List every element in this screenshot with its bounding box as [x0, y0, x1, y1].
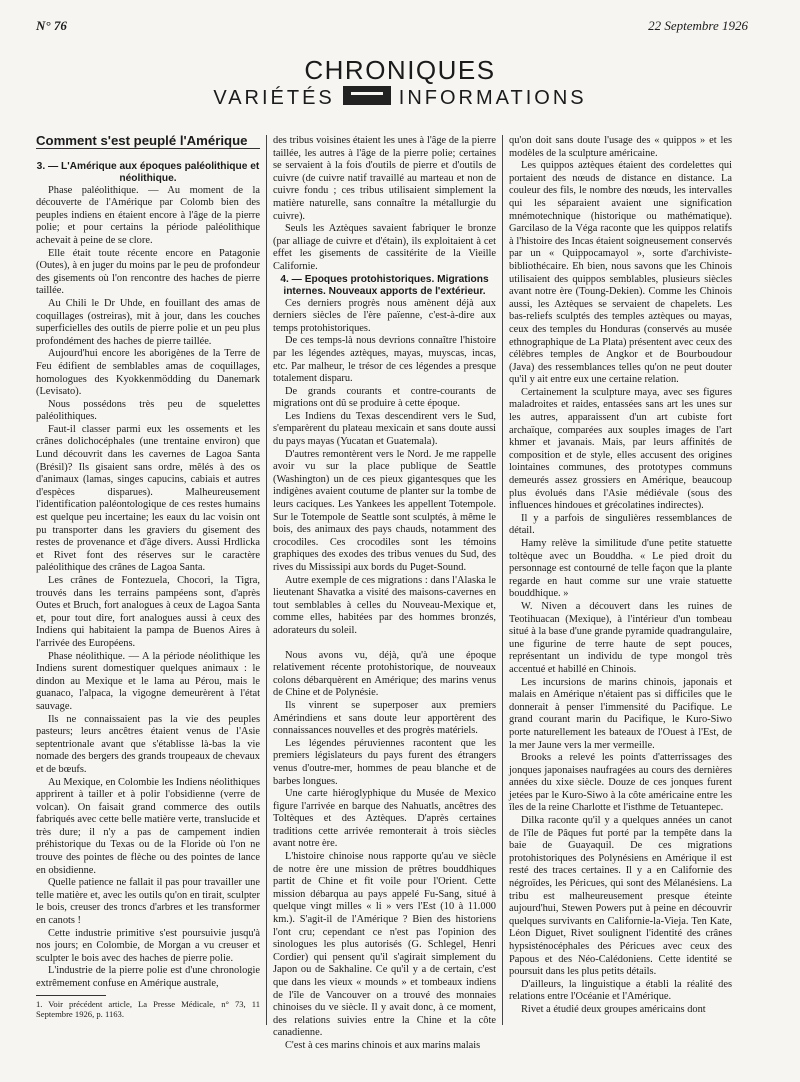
paragraph: Elle était toute récente encore en Patagonie (Outes), à en juger du moins par le peu de profondeur des gisements où l'on rencontre des haches de pierre taillée. [36, 247, 260, 297]
paragraph: Les légendes péruviennes racontent que les premiers législateurs du pays furent des étrangers venus d'outre-mer, hommes de peau blanche et de barbes longues. [273, 737, 496, 787]
paragraph: Aujourd'hui encore les aborigènes de la Terre de Feu édifient de semblables amas de coquillages, homologues des Kyokkenmödding du Danemark (Levisato). [36, 348, 260, 398]
paragraph: Les incursions de marins chinois, japonais et malais en Amérique n'étaient pas si difficiles que le donnerait à penser l'immensité du Pacifique. Le grand courant marin du Pacifique, le Kuro-Siwo porte naturellement les bateaux de l'Ouest à l'Est, de la mer Jaune vers la mer vermeille. [509, 676, 732, 751]
paragraph: Ils vinrent se superposer aux premiers Amérindiens et sans doute leur apportèrent des connaissances nouvelles et des progrès matériels. [273, 699, 496, 737]
footnote-rule [36, 995, 106, 996]
article-title: Comment s'est peuplé l'Amérique [36, 133, 248, 148]
paragraph: W. Niven a découvert dans les ruines de Teotihuacan (Mexique), à l'intérieur d'un tombeau situé à la base d'une grande pyramide quadrangulaire, une figurine de terre haute de sept pouces, représentant un individu de type mongol très accentué et habillé en Chinois. [509, 600, 732, 675]
paragraph: Quelle patience ne fallait il pas pour travailler une telle matière et, avec les outils qu'on en tirait, sculpter le bois, creuser des troncs d'arbres et les transformer en canots ! [36, 877, 260, 927]
issue-date: 22 Septembre 1926 [648, 18, 748, 33]
paragraph: Autre exemple de ces migrations : dans l'Alaska le lieutenant Shavatka a visité des maisons-cavernes en tout semblables à celles du Nouveau-Mexique et, comme elles, habitées par des hommes bronzés, adorateurs du soleil. [273, 574, 496, 636]
paragraph: Nous avons vu, déjà, qu'à une époque relativement récente protohistorique, de nouveaux colons débarquèrent en Amérique; des marins venus de Chine et de Polynésie. [273, 649, 496, 699]
column-2 [266, 135, 502, 1051]
masthead-subtitle [0, 86, 800, 110]
masthead [0, 56, 800, 110]
masthead-varietes: VARIÉTÉS [213, 87, 335, 109]
paragraph: Seuls les Aztèques savaient fabriquer le bronze (par alliage de cuivre et d'étain), ils exploitaient à cet effet les gisements de cassitérite de la Vieille Californie. [273, 223, 496, 272]
paragraph: Les quippos aztèques étaient des cordelettes qui portaient des nœuds de distance en distance. La couleur des fils, le nombre des nœuds, les intervalles qui les séparaient avaient une signification mnémotechnique (historique ou mathématique). Garcilaso de la Véga raconte que les quippos relatifs à l'histoire des Incas étaient soigneusement conservés par un « Quippocamayol », sorte d'archiviste-bibliothécaire. Eh bien, nous savons que les Chinois utilisaient des quippos semblables, plusieurs siècles avant notre ère (Toung-Dekien). Comme les Chinois aussi, les Aztèques se servaient de chapelets. Les bas-reliefs sculptés des temples aztèques ou mayas, ceux des temples du Honduras (conservés au musée ethnographique de La Plata) présentent avec ceux des célèbres temples de Angkor et de Bourboudour (Java) des ressemblances telles qu'on ne peut douter qu'il y ait entre eux une certaine relation. [509, 160, 733, 386]
paragraph: des tribus voisines étaient les unes à l'âge de la pierre taillée, les autres à l'âge de la pierre polie; certaines se servaient à la fois d'outils de pierre et d'outils de cuivre (de cuivre natif travaillé au marteau et non de cuivre fondu ; ces tribus utilisaient simplement la matière naturelle, sans connaître la métallurgie du cuivre). [273, 135, 496, 222]
column-1 [30, 135, 266, 1025]
masthead-informations: INFORMATIONS [398, 87, 587, 109]
paragraph: Les Indiens du Texas descendirent vers le Sud, s'emparèrent du plateau mexicain et sans doute aussi du pays mayas (Yucatan et Guatemala). [273, 410, 496, 448]
paragraph: L'industrie de la pierre polie est d'une chronologie extrêmement confuse en Amérique australe, [36, 965, 260, 989]
column-3 [502, 135, 738, 1025]
paragraph: D'autres remontèrent vers le Nord. Je me rappelle avoir vu sur la place publique de Seattle (Washington) un de ces pieux gigantesques que les indigènes avaient coutume de planter sur la tombe de leurs caciques. Les Yankees les appellent Totempole. Sur le Totempole de Seattle sont sculptés, à même le bois, des animaux des pays chauds, notamment des crocodiles. Ces crocodiles sont les témoins graphiques des exodes des tribus venues du Sud, des rives du Mississipi aux bords du Puget-Sound. [273, 448, 496, 573]
paragraph: Rivet a étudié deux groupes américains dont [521, 1003, 706, 1015]
paragraph: Au Mexique, en Colombie les Indiens néolithiques apprirent à tailler et à polir l'obsidienne (verre de volcan). On faisait grand commerce des outils fabriqués avec cette belle matière verte, translucide et très dure; il n'y a pas de campement indien préhistorique du Texas ou de la Floride où l'on ne trouve des pointes de flèche ou des pointes de lance en obsidienne. [36, 776, 260, 876]
section-heading-3: 3. — L'Amérique aux époques paléolithique et néolithique. [36, 160, 260, 184]
masthead-title: CHRONIQUES [304, 55, 496, 85]
paragraph: L'histoire chinoise nous rapporte qu'au ve siècle de notre ère une mission de prêtres bouddhiques partit de Chine et fit voile pour l'Orient. Cette mission débarqua au pays appelé Fu-Sang, situé à quelque vingt milles « li » vers l'Est (10 à 11.000 km.). S'agit-il de l'Amérique ? Bien des historiens l'ont cru; cependant ce n'est pas l'opinion des sinologues les plus autorisés (G. Schlegel, Henri Cordier) qui pensent qu'il s'agirait simplement du Japon ou de Sakhaline. Ce qu'il y a de certain, c'est que dans les vieux « mounds » et tombeaux indiens de l'île de Vancouver on a trouvé des monnaies chinoises du ve siècle. Il y avait donc, à ce moment, des relations suivies entre la Chine et la côte canadienne. [273, 851, 496, 1039]
paragraph: Hamy relève la similitude d'une petite statuette toltèque avec un Bouddha. « Le pied droit du personnage est contourné de telle façon que la plante regarde en haut comme sur une vraie statuette bouddhique. » [509, 538, 732, 600]
paragraph: Ils ne connaissaient pas la vie des peuples pasteurs; leurs ancêtres étaient venus de l'Asie septentrionale avant que s'établisse là-bas la vie nomade des bergers des grands troupeaux de chevaux et de bœufs. [36, 713, 260, 775]
paragraph: Au Chili le Dr Uhde, en fouillant des amas de coquillages (ostreiras), mit à jour, dans les couches superficielles des outils de pierre polie et un peu plus profondément des haches de pierre taillée. [36, 297, 260, 347]
paragraph: C'est à ces marins chinois et aux marins malais [285, 1039, 481, 1051]
paragraph: Une carte hiéroglyphique du Musée de Mexico figure l'arrivée en barque des Nahuatls, ancêtres des Toltèques et des Aztèques. D'après certaines traditions cette arrivée remonterait à trois siècles avant notre ère. [273, 788, 496, 850]
article-columns [30, 133, 782, 1051]
paragraph: Il y a parfois de singulières ressemblances de détail. [509, 512, 732, 537]
paragraph: Phase paléolithique. — Au moment de la découverte de l'Amérique par Colomb bien des peuples indiens en étaient encore à l'âge de la pierre polie; et pour certains la période paléolithique achevait à peine de se clore. [36, 184, 260, 246]
paragraph: De ces temps-là nous devrions connaître l'histoire par les légendes aztèques, mayas, muyscas, incas, etc. Par malheur, le trésor de ces légendes a presque totalement disparu. [273, 335, 496, 385]
paragraph: Nous possédons très peu de squelettes paléolithiques. [36, 398, 260, 423]
ornament-icon [343, 86, 391, 105]
paragraph: Dilka raconte qu'il y a quelques années un canot de l'île de Pâques fut porté par la tempête dans la baie de Guayaquil. De ces migrations protohistoriques des Polynésiens en Amérique il est resté des traces certaines. Il y a en Californie des négroïdes, les Péricues, qui sont des Mélanésiens. La tribu est malheureusement presque éteinte aujourd'hui, Stewen Powers put à peine en découvrir quelques survivants en Californie-la-Vieja. Ten Kate, Léon Diguet, Rivet soulignent l'identité des crânes hypsisténocéphales des Péricues avec ceux des Papous et des Néo-Calédoniens. Cette identité se poursuit dans les plus petits détails. [509, 815, 732, 978]
paragraph: Les crânes de Fontezuela, Chocori, la Tigra, trouvés dans les terrains pampéens sont, d'après Outes et Bruch, fort analogues à ceux de Lagoa Santa et, pour tout dire, fort analogues aussi à ceux des Indiens qui habitaient la pampa de Buenos Aires à l'arrivée des Européens. [36, 575, 260, 649]
paragraph: Ces derniers progrès nous amènent déjà aux derniers siècles de l'ère païenne, c'est-à-dire aux temps protohistoriques. [273, 297, 496, 334]
paragraph: Faut-il classer parmi eux les ossements et les crânes dolichocéphales (une trentaine environ) que Lund découvrit dans les cavernes de Lagoa Santa (Brésil)? Ils gisaient sans ordre, mêlés à des os d'animaux (lamas, singes capucins, cabiais et autres d'espèces disparues). Malheureusement l'identification paléontologique de ces restes humains est quelque peu incertaine; les eaux du lac voisin ont pu transporter dans les graviers du gisement des restes de provenance et d'âge divers. Aussi Hrdlicka et Rivet font des réserves sur le caractère paléolithique des crânes de Lagoa Santa. [36, 423, 260, 574]
section-heading-4: 4. — Epoques protohistoriques. Migrations internes. Nouveaux apports de l'extérieur. [280, 273, 489, 297]
paragraph: Certainement la sculpture maya, avec ses figures maladroites et raides, entassées sans art les unes sur les autres, apparaissent d'un art cubiste fort archaïque, comparées aux souples images de l'art khmer et javanais. Mais, par leurs affinités de composition et de style, elles accusent des origines lointaines communes, des prototypes communs demeurés assez grossiers en Amérique, beaucoup plus évolués dans l'Asie médiévale (sous des influences hindoues et grécolatines indirectes). [509, 386, 732, 512]
paragraph: Cette industrie primitive s'est poursuivie jusqu'à nos jours; en Colombie, de Morgan a vu creuser et sculpter le bois avec des haches de pierre polie. [36, 927, 260, 964]
paragraph: Phase néolithique. — A la période néolithique les Indiens surent domestiquer quelques animaux : le dindon au Mexique et le lama au Pérou, mais le guanaco, l'alpaca, la vigogne demeurèrent à l'état sauvage. [36, 650, 260, 712]
paragraph: De grands courants et contre-courants de migrations ont dû se produire à cette époque. [273, 385, 496, 410]
paragraph: Brooks a relevé les points d'atterrissages des jonques japonaises naufragées au cours des dernières années du xixe siècle. Douze de ces jonques furent jetées par le Kuro-Siwo à la côte américaine entre les îles de la reine Charlotte et l'isthme de Tetuantepec. [509, 752, 732, 814]
issue-number: N° 76 [36, 18, 67, 33]
footnote: 1. Voir précédent article, La Presse Médicale, n° 73, 11 Septembre 1926, p. 1163. [36, 998, 260, 1019]
paragraph: D'ailleurs, la linguistique a établi la réalité des relations entre l'Océanie et l'Amérique. [509, 978, 732, 1003]
paragraph: qu'on doit sans doute l'usage des « quippos » et les modèles de la sculpture américaine. [509, 135, 732, 159]
